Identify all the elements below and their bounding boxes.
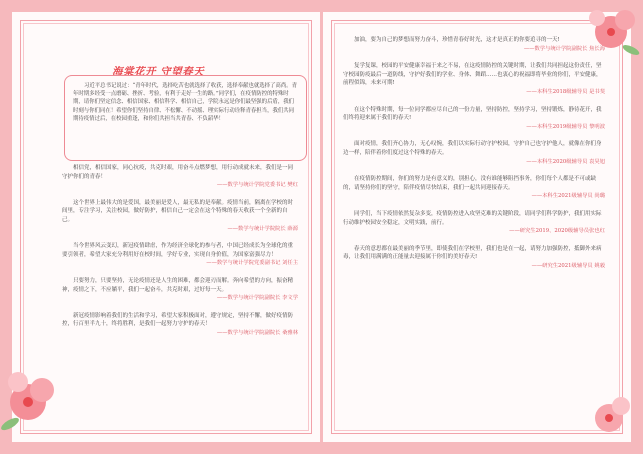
message-signature: ——数学与统计学院院长 薛源 bbox=[227, 225, 298, 232]
message-signature: ——数学与统计学院副院长 焦长海 bbox=[523, 45, 605, 52]
message-text: 在疫情防控期间，你们的努力是有意义的，别担心，没有谁能够阻挡事务，你们每个人都是不可或缺的，请坚持你们的坚守，陪伴疫情尽快结束，我们一起共同迎接春天。 bbox=[343, 176, 597, 191]
message-signature: ——数学与统计学院副院长 李文学 bbox=[216, 295, 298, 302]
message-text: 同学们，当下疫情依然复杂多变，疫情防控进入攻坚克难的关键阶段，请同学们科学防护，我们用实际行动维护校园安全稳定，文明实践，前行。 bbox=[343, 210, 602, 226]
message-block bbox=[62, 242, 298, 268]
message-signature: ——数学与统计学院党委书记 樊红 bbox=[216, 182, 298, 189]
quote-text: 习近平总书记说过：“青年时代，选择吃苦也就选择了收获，选择奉献也就选择了高尚。青年时期多经受一点磨砺、挫折、考验，有利于走好一生的路。”同学们，在疫情防控的特殊时期，请你们坚定信念、相信国家、相信科学、相信自己，学院永远是你们最坚强的后盾，我们时刻与你们同在！希望你们坚持自律、不松懈、不动摇、理实际行动诠释青春担当，我们共同期待疫情过后，在校园重逢，和你们共担当共青春、不负韶华！ bbox=[73, 83, 297, 122]
message-text: 这个世界上最伟大的是爱国，最美丽是爱人，最无私的是奉献。疫情当前，隔离在学校的时间里，专注学习，关注校园，做好防护，相信自己一定会在这个特殊的春天收获一个全新的自己。 bbox=[62, 199, 294, 223]
message-signature: ——本科生2018级辅导员 是书斐 bbox=[526, 88, 605, 95]
flower-decoration-icon bbox=[585, 388, 635, 448]
message-block bbox=[62, 199, 298, 233]
message-block bbox=[62, 312, 298, 338]
message-text: 复学复课，校园的平安健康幸福于来之不易，在这疫情防控的关键时期，让我们共同担起这份责任，坚守校园防疫最后一道防线，守护好我们的学业、身体、舞蹈……也衷心的祝福即将毕业的你们，平安健康，前程似锦，未来可期! bbox=[343, 63, 602, 87]
flower-decoration-icon bbox=[0, 352, 68, 442]
message-block bbox=[343, 140, 605, 166]
message-signature: ——研究生2021级辅导员 姚毅 bbox=[531, 262, 605, 269]
left-page bbox=[12, 12, 320, 442]
message-text: 加油，要为自己的梦想而努力奋斗，珍惜青春好时光，这才是真正的你要追寻的一天! bbox=[354, 37, 560, 43]
message-text: 当今世界风云变幻，新冠疫情肆虐，作为经济全球化的参与者，中国已经成长为全球化的重要引领者，希望大家充分利用好在校时间，学好专业，实现自身价值，为国家富强尽力！ bbox=[62, 243, 294, 258]
quote-box bbox=[64, 75, 307, 161]
flower-decoration-icon bbox=[573, 6, 643, 66]
message-signature: ——本科生2020级辅导员 袁昊旭 bbox=[526, 158, 605, 165]
left-column bbox=[62, 164, 298, 426]
message-text: 新冠疫情影响着我们的生活和学习，希望大家积极面对，遵守规定，坚持不懈，做好疫情防控，行百里半九十，终将胜利，是我们一起努力守护的春天！ bbox=[62, 312, 294, 328]
message-text: 在这个特殊时期，每一位同学都应尽自己的一份力量，坚持防控，坚持学习，坚持锻炼，静待花开，我们终将迎来属于我们的春天! bbox=[343, 106, 602, 122]
message-signature: ——研究生2019、2020级辅导员张也红 bbox=[509, 228, 605, 235]
message-signature: ——数学与统计学院副院长 桑雅林 bbox=[216, 329, 298, 336]
message-block bbox=[62, 164, 298, 190]
message-block bbox=[343, 106, 605, 132]
message-block bbox=[343, 245, 605, 271]
message-text: 面对疫情，我们齐心协力，无心叹惋，我们以实际行动守护校园，守护自己也守护他人，就像在你们身边一样，陪伴着你们度过这个特殊的春天。 bbox=[343, 141, 602, 156]
message-text: 只要努力，只要坚持，无论疫情还是人生的困难，都会迎刃而解。奔向希望的方向，振奋精神，疫情之下，不应躺平，我们一起奋斗，共克时艰，过好每一天。 bbox=[62, 277, 294, 293]
message-block bbox=[343, 36, 605, 53]
message-signature: ——数学与统计学院党委副书记 刘任主 bbox=[206, 260, 298, 267]
message-signature: ——本科生2021级辅导员 尚璐 bbox=[531, 193, 605, 200]
message-signature: ——本科生2019级辅导员 黎明波 bbox=[526, 123, 605, 130]
page-title: 海棠花开 守望春天 bbox=[112, 66, 205, 78]
right-column bbox=[343, 36, 605, 426]
right-page bbox=[323, 12, 631, 442]
message-block bbox=[343, 62, 605, 96]
message-block bbox=[343, 175, 605, 201]
message-text: 春天的意思都在最美丽的季节里，即使我们在学校里，我们也是在一起，请努力加强防控，抵御外来病毒，让我们用满满的正能量去迎接属于你们的美好春天! bbox=[343, 245, 602, 261]
message-text: 相信党，相信国家，同心抗疫，共克时艰，用奋斗点燃梦想，用行动成就未来，我们是一同守护你们的青春！ bbox=[62, 165, 294, 180]
message-block bbox=[62, 277, 298, 303]
message-block bbox=[343, 210, 605, 236]
